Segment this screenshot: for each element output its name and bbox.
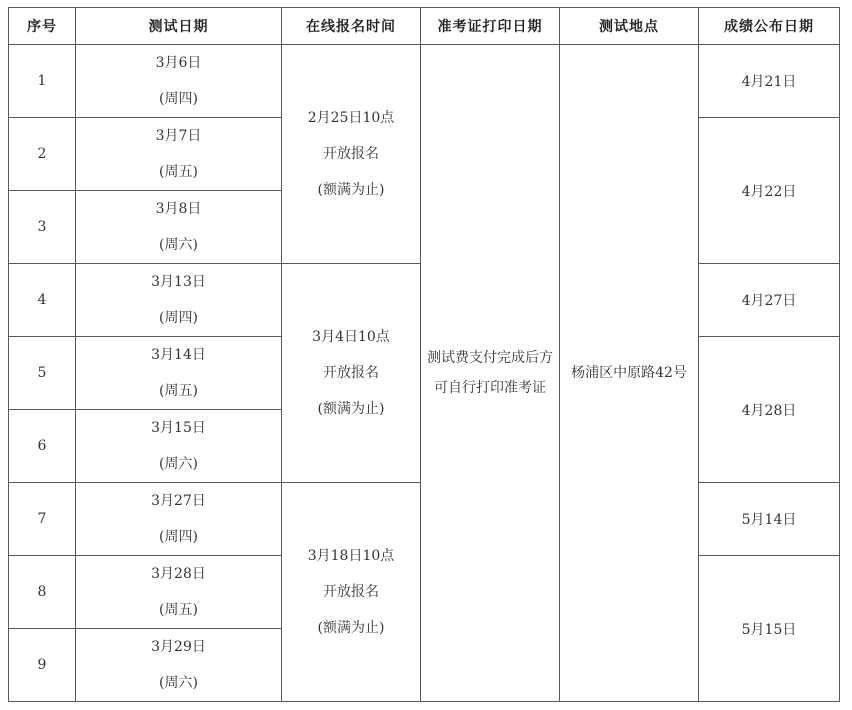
- registration-line2: 开放报名: [323, 146, 379, 162]
- registration-line3: (额满为止): [317, 620, 385, 636]
- test-weekday: (周四): [159, 529, 198, 545]
- header-registration-time: 在线报名时间: [282, 8, 421, 45]
- test-weekday: (周五): [159, 383, 198, 399]
- test-weekday: (周六): [159, 237, 198, 253]
- results-date-cell: 4月22日: [699, 118, 840, 264]
- registration-line3: (额满为止): [317, 401, 385, 417]
- test-date: 3月8日: [155, 201, 202, 217]
- seq-cell: 3: [9, 191, 76, 264]
- results-date-cell: 5月14日: [699, 483, 840, 556]
- registration-line1: 3月4日10点: [312, 329, 390, 345]
- seq-cell: 7: [9, 483, 76, 556]
- test-weekday: (周五): [159, 602, 198, 618]
- results-date-cell: 4月27日: [699, 264, 840, 337]
- seq-cell: 9: [9, 629, 76, 702]
- registration-cell: [282, 483, 421, 702]
- seq-cell: 8: [9, 556, 76, 629]
- registration-cell: [282, 264, 421, 483]
- header-row: [9, 8, 840, 45]
- test-date-cell: [76, 264, 282, 337]
- test-schedule-table: [8, 7, 840, 702]
- admission-ticket-cell: 测试费支付完成后方可自行打印准考证: [421, 45, 560, 702]
- seq-cell: 1: [9, 45, 76, 118]
- seq-cell: 5: [9, 337, 76, 410]
- test-date-cell: [76, 45, 282, 118]
- test-date: 3月13日: [151, 274, 206, 290]
- table-row: [9, 45, 840, 118]
- registration-cell: [282, 45, 421, 264]
- header-seq: 序号: [9, 8, 76, 45]
- header-results-date: 成绩公布日期: [699, 8, 840, 45]
- test-date: 3月15日: [151, 420, 206, 436]
- header-test-location: 测试地点: [560, 8, 699, 45]
- test-weekday: (周四): [159, 91, 198, 107]
- seq-cell: 6: [9, 410, 76, 483]
- test-date: 3月29日: [151, 639, 206, 655]
- test-weekday: (周六): [159, 456, 198, 472]
- test-date-cell: [76, 410, 282, 483]
- seq-cell: 4: [9, 264, 76, 337]
- test-date-cell: [76, 337, 282, 410]
- registration-line1: 3月18日10点: [307, 548, 395, 564]
- registration-line2: 开放报名: [323, 365, 379, 381]
- registration-line1: 2月25日10点: [307, 110, 395, 126]
- results-date-cell: 4月28日: [699, 337, 840, 483]
- test-location-cell: 杨浦区中原路42号: [560, 45, 699, 702]
- registration-line3: (额满为止): [317, 182, 385, 198]
- test-weekday: (周四): [159, 310, 198, 326]
- header-ticket-print-date: 准考证打印日期: [421, 8, 560, 45]
- test-date: 3月28日: [151, 566, 206, 582]
- test-date-cell: [76, 483, 282, 556]
- test-weekday: (周六): [159, 675, 198, 691]
- registration-line2: 开放报名: [323, 584, 379, 600]
- test-weekday: (周五): [159, 164, 198, 180]
- test-date-cell: [76, 118, 282, 191]
- test-date: 3月7日: [155, 128, 202, 144]
- test-date-cell: [76, 556, 282, 629]
- test-date: 3月27日: [151, 493, 206, 509]
- results-date-cell: 4月21日: [699, 45, 840, 118]
- results-date-cell: 5月15日: [699, 556, 840, 702]
- test-date: 3月14日: [151, 347, 206, 363]
- test-date: 3月6日: [155, 55, 202, 71]
- header-test-date: 测试日期: [76, 8, 282, 45]
- seq-cell: 2: [9, 118, 76, 191]
- test-date-cell: [76, 191, 282, 264]
- test-date-cell: [76, 629, 282, 702]
